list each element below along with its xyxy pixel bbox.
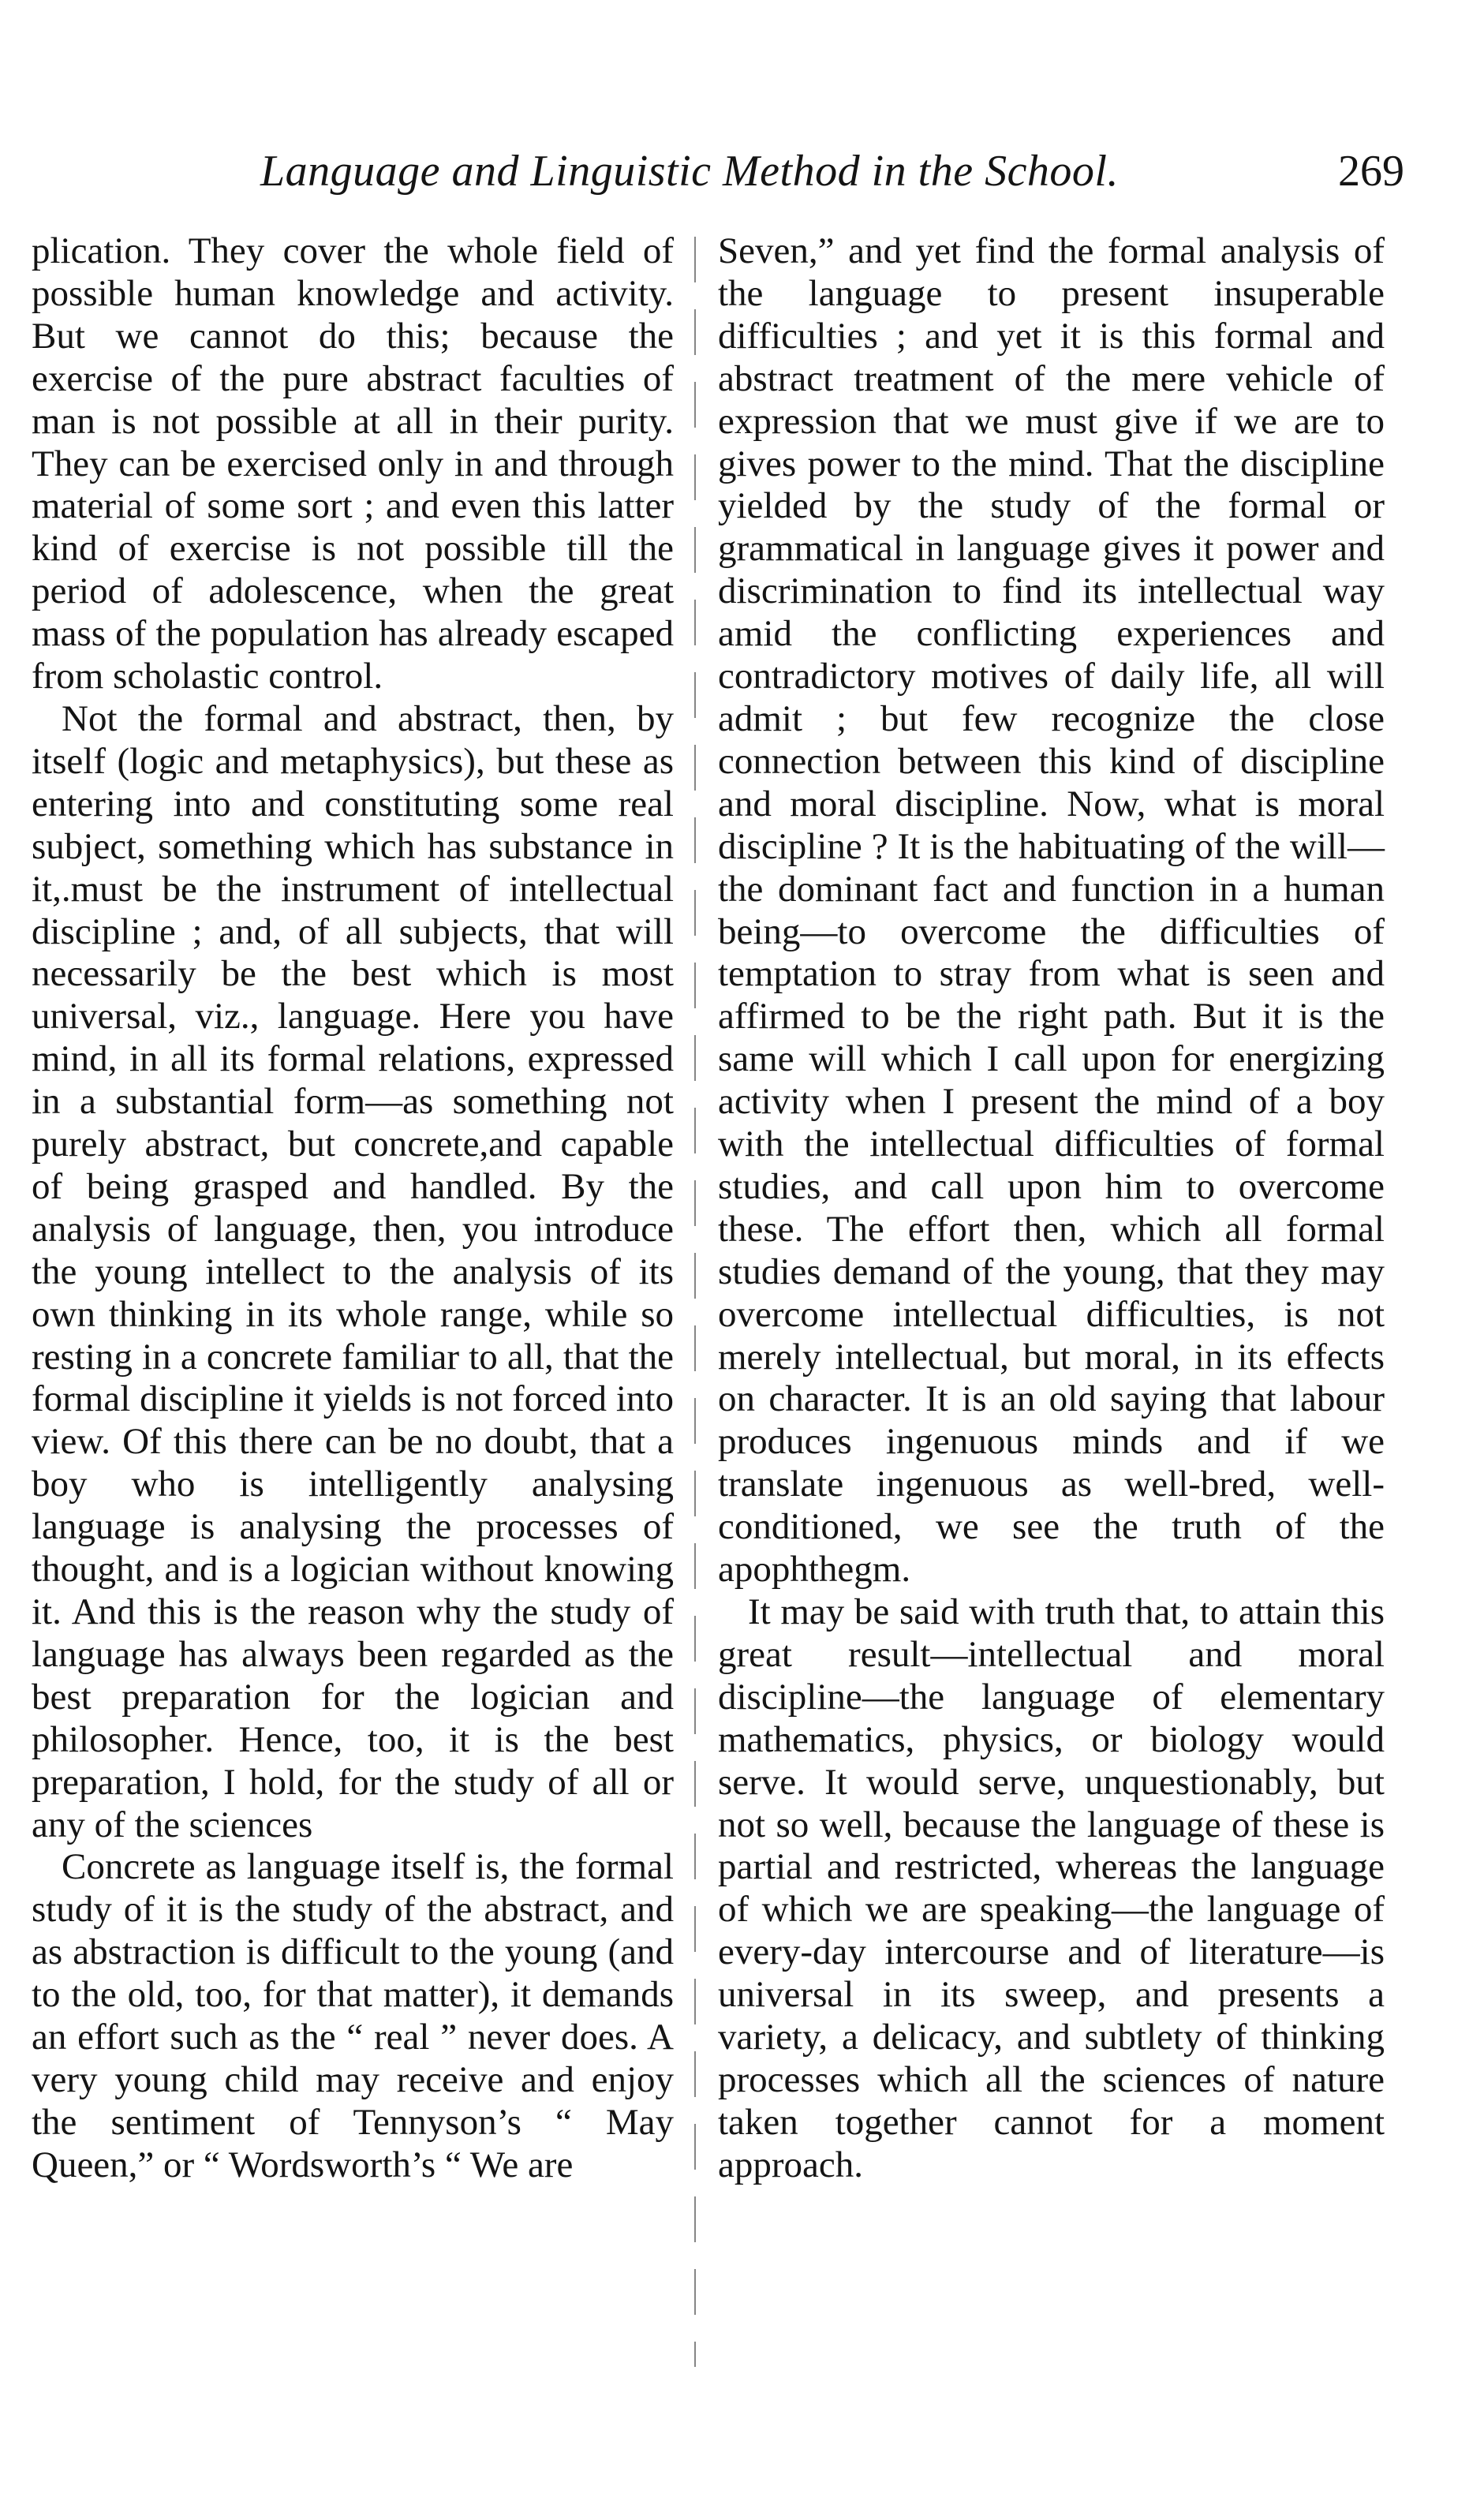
paragraph: plication. They cover the whole field of possible human knowledge and activity. But we cannot do this; because the exercise of the pure abstract faculties of man is not possible at all in their purity. They can be exercised only in and through material of some sort ; and even this latter kind of exercise is not possible till the period of adolescence, when the great mass of the population has already escaped from scholastic control. [32, 230, 674, 697]
running-title: Language and Linguistic Method in the School. [260, 147, 1119, 196]
paragraph: Concrete as language itself is, the formal study of it is the study of the abstract, and as abstraction is difficult to the young (and to the old, too, for that matter), it demands an effort such as the “ real ” never does. A very young child may receive and enjoy the sentiment of Tennyson’s “ May Queen,” or “ Wordsworth’s “ We are [32, 1846, 674, 2185]
left-column [32, 230, 674, 2187]
page-number: 269 [1338, 147, 1404, 196]
paragraph: Seven,” and yet find the formal analysis of the language to present insuperable difficulties ; and yet it is this formal and abstract treatment of the mere vehicle of expression that we must give if we are to gives power to the mind. That the discipline yielded by the study of the formal or grammatical in language gives it power and discrimination to find its intellectual way amid the conflicting experiences and contradictory motives of daily life, all will admit ; but few recognize the close connection between this kind of discipline and moral discipline. Now, what is moral discipline ? It is the habituating of the will—the dominant fact and function in a human being—to overcome the difficulties of temptation to stray from what is seen and affirmed to be the right path. But it is the same will which I call upon for energizing activity when I present the mind of a boy with the intellectual difficulties of formal studies, and call upon him to overcome these. The effort then, which all formal studies demand of the young, that they may overcome intellectual difficulties, is not merely intellectual, but moral, in its effects on character. It is an old saying that labour produces ingenuous minds and if we translate ingenuous as well-bred, well-conditioned, we see the truth of the apophthegm. [718, 230, 1385, 1591]
paragraph: Not the formal and abstract, then, by itself (logic and metaphysics), but these as entering into and constituting some real subject, something which has substance in it,.must be the instrument of intellectual discipline ; and, of all subjects, that will necessarily be the best which is most universal, viz., language. Here you have mind, in all its formal relations, expressed in a substantial form—as something not purely abstract, but concrete,and capable of being grasped and handled. By the analysis of language, then, you introduce the young intellect to the analysis of its own thinking in its whole range, while so resting in a concrete familiar to all, that the formal discipline it yields is not forced into view. Of this there can be no doubt, that a boy who is intelligently analysing language is analysing the processes of thought, and is a logician without knowing it. And this is the reason why the study of language has always been regarded as the best preparation for the logician and philosopher. Hence, too, it is the best preparation, I hold, for the study of all or any of the sciences [32, 697, 674, 1845]
paragraph: It may be said with truth that, to attain this great result—intellectual and moral discipline—the language of elementary mathematics, physics, or biology would serve. It would serve, unquestionably, but not so well, because the language of these is partial and restricted, whereas the language of which we are speaking—the language of every-day intercourse and of literature—is universal in its sweep, and presents a variety, a delicacy, and subtlety of thinking processes which all the sciences of nature taken together cannot for a moment approach. [718, 1591, 1385, 2185]
column-divider [694, 237, 696, 2367]
running-header [32, 136, 1404, 207]
right-column [718, 230, 1385, 2187]
